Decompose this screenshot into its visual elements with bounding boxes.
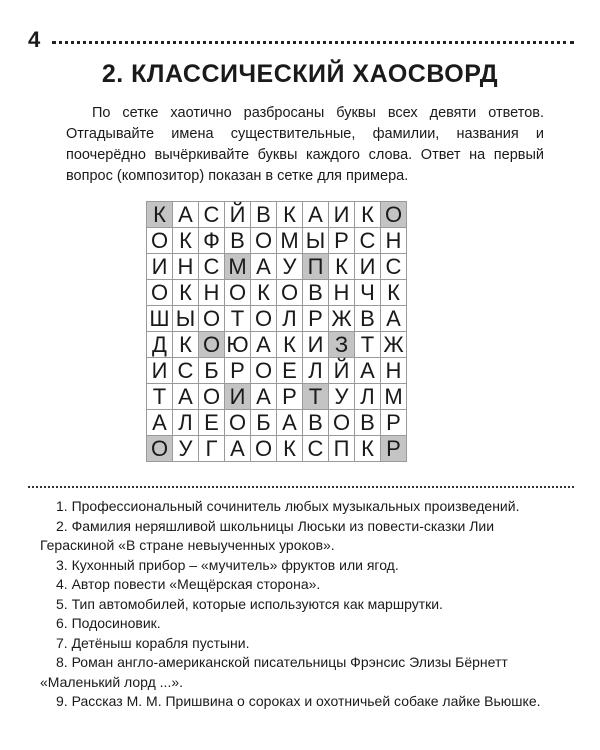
grid-cell[interactable]: К <box>173 332 199 358</box>
grid-cell[interactable]: М <box>381 384 407 410</box>
grid-cell[interactable]: И <box>303 332 329 358</box>
grid-cell[interactable]: С <box>199 254 225 280</box>
grid-cell[interactable]: В <box>303 410 329 436</box>
grid-cell[interactable]: И <box>355 254 381 280</box>
grid-cell[interactable]: К <box>329 254 355 280</box>
grid-cell[interactable]: Р <box>381 410 407 436</box>
question-item: 7. Детёныш корабля пустыни. <box>56 634 250 651</box>
grid-cell[interactable]: Л <box>303 358 329 384</box>
grid-cell[interactable]: Е <box>277 358 303 384</box>
grid-cell[interactable]: Т <box>147 384 173 410</box>
grid-cell[interactable]: Ш <box>147 306 173 332</box>
grid-cell[interactable]: О <box>251 228 277 254</box>
grid-cell[interactable]: И <box>329 202 355 228</box>
grid-cell[interactable]: Т <box>303 384 329 410</box>
grid-cell[interactable]: Ы <box>303 228 329 254</box>
grid-cell[interactable]: С <box>381 254 407 280</box>
grid-cell[interactable]: Р <box>381 436 407 462</box>
grid-cell[interactable]: А <box>251 254 277 280</box>
question-item: 1. Профессиональный сочинитель любых музыкальных произведений. <box>56 498 520 514</box>
grid-cell[interactable]: Ю <box>225 332 251 358</box>
grid-cell[interactable]: У <box>329 384 355 410</box>
grid-cell[interactable]: П <box>303 254 329 280</box>
grid-cell[interactable]: Й <box>329 358 355 384</box>
grid-cell[interactable]: С <box>303 436 329 462</box>
grid-cell[interactable]: О <box>277 280 303 306</box>
grid-cell[interactable]: Б <box>251 410 277 436</box>
grid-cell[interactable]: Ч <box>355 280 381 306</box>
question-item: 9. Рассказ М. М. Пришвина о сороках и охотничьей собаке лайке Вьюшке. <box>56 693 541 709</box>
grid-cell[interactable]: К <box>277 202 303 228</box>
grid-cell[interactable]: К <box>381 280 407 306</box>
question-item: 5. Тип автомобилей, которые используются как маршрутки. <box>56 595 443 612</box>
grid-cell[interactable]: И <box>147 358 173 384</box>
grid-cell[interactable]: Л <box>355 384 381 410</box>
grid-cell[interactable]: О <box>147 280 173 306</box>
grid-cell[interactable]: М <box>277 228 303 254</box>
grid-cell[interactable]: О <box>147 436 173 462</box>
grid-cell[interactable]: Л <box>173 410 199 436</box>
grid-cell[interactable]: К <box>173 280 199 306</box>
puzzle-title: 2. КЛАССИЧЕСКИЙ ХАОСВОРД <box>101 60 499 88</box>
question-item: 6. Подосиновик. <box>56 615 161 631</box>
grid-cell[interactable]: А <box>277 410 303 436</box>
grid-cell[interactable]: Г <box>199 436 225 462</box>
grid-cell[interactable]: О <box>199 306 225 332</box>
grid-cell[interactable]: Н <box>199 280 225 306</box>
grid-cell[interactable]: И <box>225 384 251 410</box>
grid-cell[interactable]: О <box>381 202 407 228</box>
grid-cell[interactable]: О <box>225 280 251 306</box>
question-item: 8. Роман англо-американской писательницы Фрэнсис Элизы Бёрнетт «Маленький лорд ...». <box>40 654 508 690</box>
grid-cell[interactable]: Б <box>199 358 225 384</box>
grid-cell[interactable]: О <box>329 410 355 436</box>
grid-cell[interactable]: Ы <box>173 306 199 332</box>
grid-cell[interactable]: Н <box>381 228 407 254</box>
grid-cell[interactable]: А <box>303 202 329 228</box>
grid-cell[interactable]: О <box>199 384 225 410</box>
grid-cell[interactable]: Ф <box>199 228 225 254</box>
question-item: 3. Кухонный прибор – «мучитель» фруктов или ягод. <box>56 556 399 573</box>
grid-cell[interactable]: О <box>251 306 277 332</box>
grid-cell[interactable]: А <box>147 410 173 436</box>
grid-cell[interactable]: К <box>355 202 381 228</box>
grid-cell[interactable]: Р <box>277 384 303 410</box>
grid-cell[interactable]: К <box>147 202 173 228</box>
grid-cell[interactable]: К <box>277 436 303 462</box>
page-number: 4 <box>28 27 41 52</box>
grid-cell[interactable]: Н <box>329 280 355 306</box>
question-item: 4. Автор повести «Мещёрская сторона». <box>56 576 321 592</box>
grid-cell[interactable]: В <box>355 410 381 436</box>
grid-cell[interactable]: О <box>251 358 277 384</box>
question-item: 2. Фамилия неряшливой школьницы Люськи из повести-сказки Лии Гераскиной «В стране невыученных уроков». <box>40 517 495 553</box>
grid-cell[interactable]: А <box>173 202 199 228</box>
grid-cell[interactable]: А <box>251 332 277 358</box>
grid-cell[interactable]: К <box>173 228 199 254</box>
grid-cell[interactable]: С <box>355 228 381 254</box>
grid-cell[interactable]: Е <box>199 410 225 436</box>
grid-cell[interactable]: К <box>251 280 277 306</box>
grid-cell[interactable]: У <box>277 254 303 280</box>
grid-cell[interactable]: С <box>173 358 199 384</box>
grid-cell[interactable]: Ж <box>381 332 407 358</box>
dotted-divider <box>28 486 574 488</box>
grid-cell[interactable]: М <box>225 254 251 280</box>
grid-cell[interactable]: З <box>329 332 355 358</box>
grid-cell[interactable]: А <box>251 384 277 410</box>
grid-cell[interactable]: А <box>355 358 381 384</box>
grid-cell[interactable]: С <box>199 202 225 228</box>
grid-cell[interactable]: Й <box>225 202 251 228</box>
grid-cell[interactable]: Ж <box>329 306 355 332</box>
grid-cell[interactable]: Н <box>381 358 407 384</box>
grid-cell[interactable]: Т <box>355 332 381 358</box>
grid-cell[interactable]: К <box>277 332 303 358</box>
grid-cell[interactable]: У <box>173 436 199 462</box>
letter-grid <box>146 201 407 462</box>
grid-cell[interactable]: В <box>355 306 381 332</box>
grid-cell[interactable]: П <box>329 436 355 462</box>
grid-cell[interactable]: В <box>303 280 329 306</box>
grid-cell[interactable]: Р <box>329 228 355 254</box>
grid-cell[interactable]: Н <box>173 254 199 280</box>
grid-cell[interactable]: О <box>251 436 277 462</box>
page-header <box>28 26 574 54</box>
grid-cell[interactable]: А <box>381 306 407 332</box>
instructions-text: По сетке хаотично разбросаны буквы всех девяти ответов. Отгадывайте имена существительные, фамилии, названия и поочерёдно вычёркивайте буквы каждого слова. Ответ на первый вопрос (композитор) показан в сетке для примера. <box>66 105 544 184</box>
grid-cell[interactable]: О <box>225 410 251 436</box>
grid-cell[interactable]: Р <box>303 306 329 332</box>
grid-cell[interactable]: А <box>173 384 199 410</box>
grid-cell[interactable]: Л <box>277 306 303 332</box>
grid-cell[interactable]: А <box>225 436 251 462</box>
grid-cell[interactable]: Д <box>147 332 173 358</box>
grid-cell[interactable]: В <box>225 228 251 254</box>
grid-cell[interactable]: О <box>147 228 173 254</box>
questions-list <box>40 497 558 712</box>
grid-cell[interactable]: Т <box>225 306 251 332</box>
dotted-rule <box>52 41 574 44</box>
grid-cell[interactable]: О <box>199 332 225 358</box>
grid-cell[interactable]: Р <box>225 358 251 384</box>
grid-cell[interactable]: К <box>355 436 381 462</box>
grid-cell[interactable]: В <box>251 202 277 228</box>
grid-cell[interactable]: И <box>147 254 173 280</box>
